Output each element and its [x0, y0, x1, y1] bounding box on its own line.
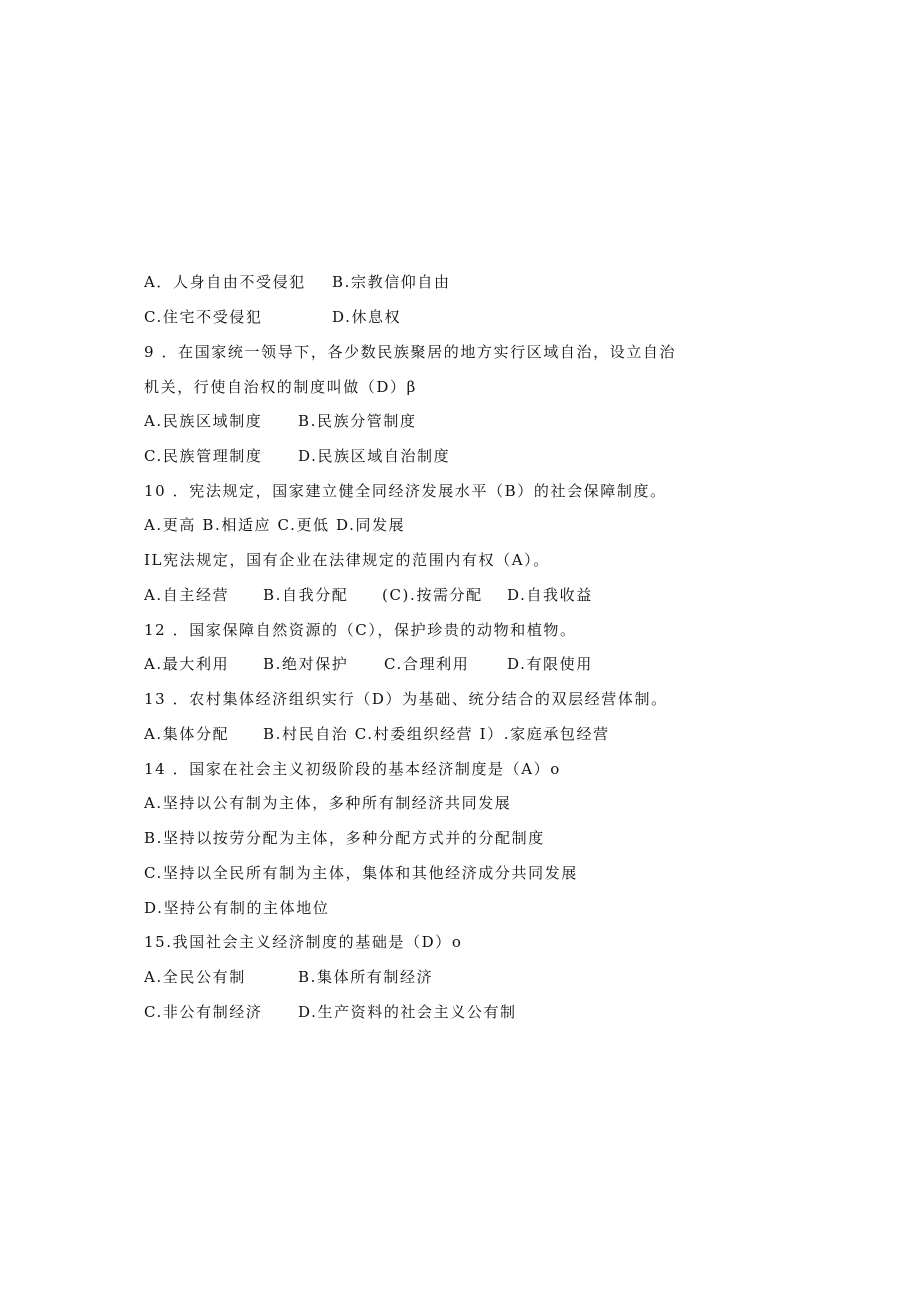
question-9-line1: 9 ．在国家统一领导下，各少数民族聚居的地方实行区域自治，设立自治	[144, 343, 677, 361]
question-15: 15.我国社会主义经济制度的基础是（D）o	[144, 933, 463, 951]
option-d: D.自我收益	[507, 586, 593, 604]
question-9-line2: 机关，行使自治权的制度叫做（D）β	[144, 378, 417, 396]
option-a: A．人身自由不受侵犯	[144, 273, 306, 291]
option-c: C.住宅不受侵犯	[144, 308, 263, 326]
option-c: C.民族管理制度	[144, 447, 263, 465]
option-a: A.全民公有制	[144, 968, 246, 986]
option-d: D.休息权	[332, 308, 402, 326]
option-c: C.合理利用	[384, 655, 470, 673]
option-b: B.自我分配	[263, 586, 349, 604]
option-b: B.集体所有制经济	[298, 968, 434, 986]
option-c: C.非公有制经济	[144, 1003, 263, 1021]
question-14: 14 ．国家在社会主义初级阶段的基本经济制度是（A）o	[144, 760, 561, 778]
option-d-q14: D.坚持公有制的主体地位	[144, 899, 330, 917]
option-a-q14: A.坚持以公有制为主体，多种所有制经济共同发展	[144, 794, 512, 812]
option-d: D.生产资料的社会主义公有制	[298, 1003, 517, 1021]
option-b: B.民族分管制度	[298, 412, 417, 430]
question-11: IL宪法规定，国有企业在法律规定的范围内有权（A）。	[144, 551, 550, 569]
option-b: B.宗教信仰自由	[332, 273, 451, 291]
option-a: A.最大利用	[144, 655, 230, 673]
option-row-q10: A.更高 B.相适应 C.更低 D.同发展	[144, 516, 406, 534]
option-a: A.自主经营	[144, 586, 230, 604]
option-c: (C).按需分配	[382, 586, 483, 604]
question-13: 13 ．农村集体经济组织实行（D）为基础、统分结合的双层经营体制。	[144, 690, 668, 708]
option-bcd: B.村民自治 C.村委组织经营 I）.家庭承包经营	[263, 725, 610, 743]
option-d: D.有限使用	[507, 655, 593, 673]
option-c-q14: C.坚持以全民所有制为主体，集体和其他经济成分共同发展	[144, 864, 578, 882]
option-a: A.民族区域制度	[144, 412, 263, 430]
option-a: A.集体分配	[144, 725, 230, 743]
question-12: 12 ．国家保障自然资源的（C），保护珍贵的动物和植物。	[144, 621, 577, 639]
option-d: D.民族区域自治制度	[298, 447, 451, 465]
option-b-q14: B.坚持以按劳分配为主体，多种分配方式并的分配制度	[144, 829, 545, 847]
question-10: 10 ．宪法规定，国家建立健全同经济发展水平（B）的社会保障制度。	[144, 482, 667, 500]
option-b: B.绝对保护	[263, 655, 349, 673]
